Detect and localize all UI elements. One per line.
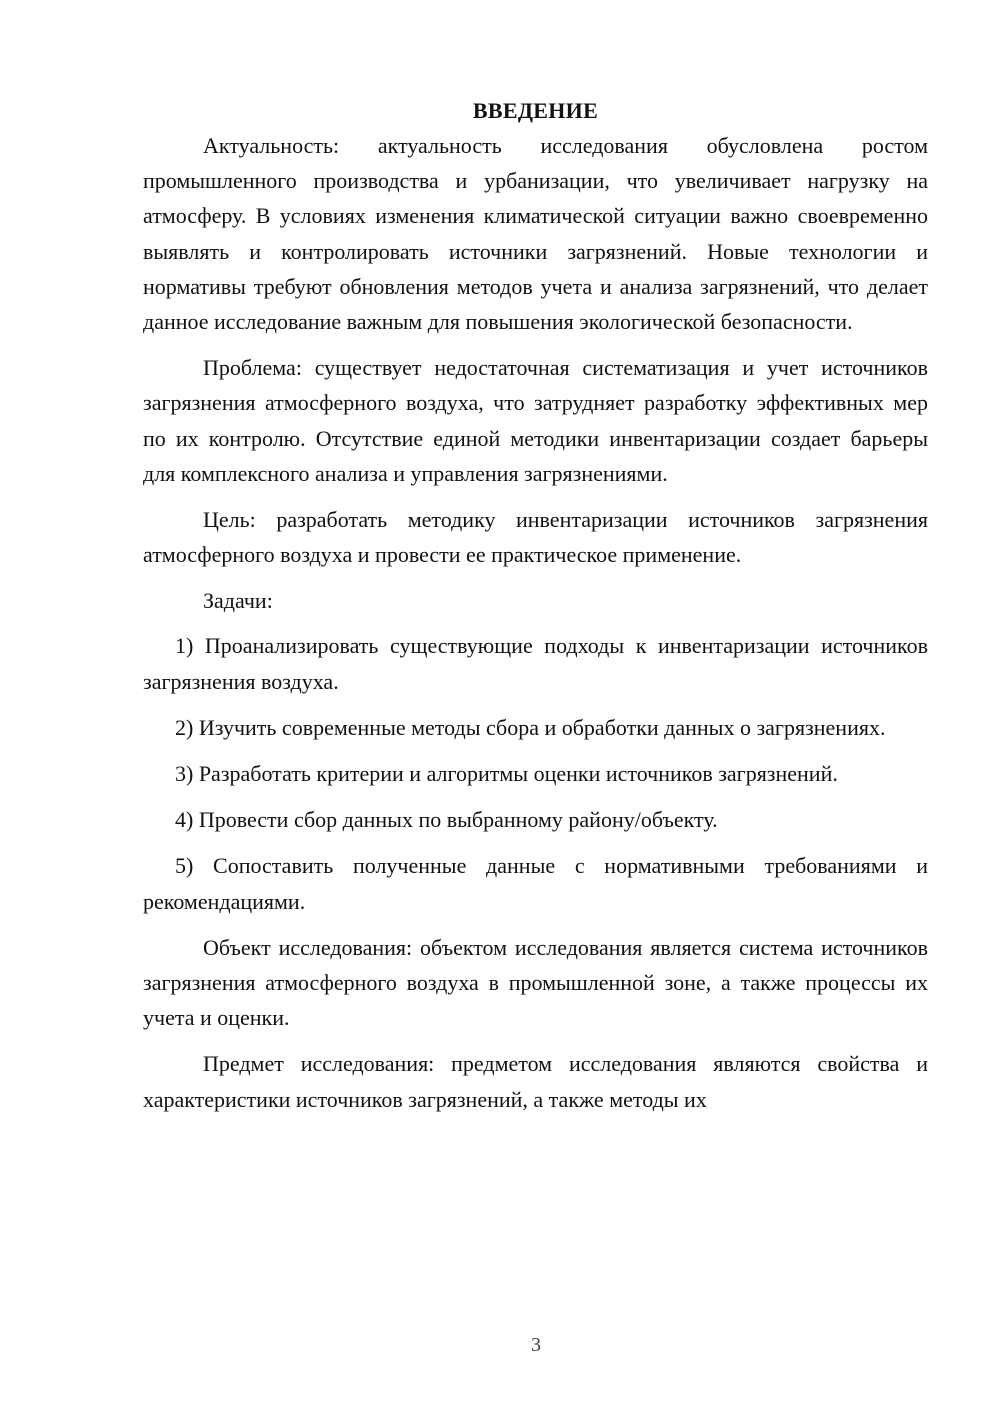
paragraph-problem: Проблема: существует недостаточная систематизация и учет источников загрязнения атмосферного воздуха, что затрудняет разработку эффективных мер по их контролю. Отсутствие единой методики инвентаризации создает барьеры для комплексного анализа и управления загрязнениями. [143,355,928,486]
task-item: 2) Изучить современные методы сбора и обработки данных о загрязнениях. [175,714,886,740]
section-title: ВВЕДЕНИЕ [472,98,599,123]
page-content [143,93,928,1128]
page-number: 3 [531,1334,541,1356]
paragraph-subject: Предмет исследования: предметом исследования являются свойства и характеристики источников загрязнений, а также методы их [143,1051,928,1112]
paragraph-object: Объект исследования: объектом исследования является система источников загрязнения атмосферного воздуха в промышленной зоне, а также процессы их учета и оценки. [143,934,928,1031]
tasks-heading: Задачи: [203,588,273,614]
task-item: 5) Сопоставить полученные данные с нормативными требованиями и рекомендациями. [143,853,928,914]
task-item: 1) Проанализировать существующие подходы к инвентаризации источников загрязнения воздуха. [143,633,928,694]
task-item: 4) Провести сбор данных по выбранному району/объекту. [175,807,718,833]
task-item: 3) Разработать критерии и алгоритмы оценки источников загрязнений. [175,761,838,787]
paragraph-relevance: Актуальность: актуальность исследования обусловлена ростом промышленного производства и урбанизации, что увеличивает нагрузку на атмосферу. В условиях изменения климатической ситуации важно своевременно выявлять и контролировать источники загрязнений. Новые технологии и нормативы требуют обновления методов учета и анализа загрязнений, что делает данное исследование важным для повышения экологической безопасности. [143,133,928,335]
paragraph-goal: Цель: разработать методику инвентаризации источников загрязнения атмосферного воздуха и провести ее практическое применение. [143,507,928,568]
